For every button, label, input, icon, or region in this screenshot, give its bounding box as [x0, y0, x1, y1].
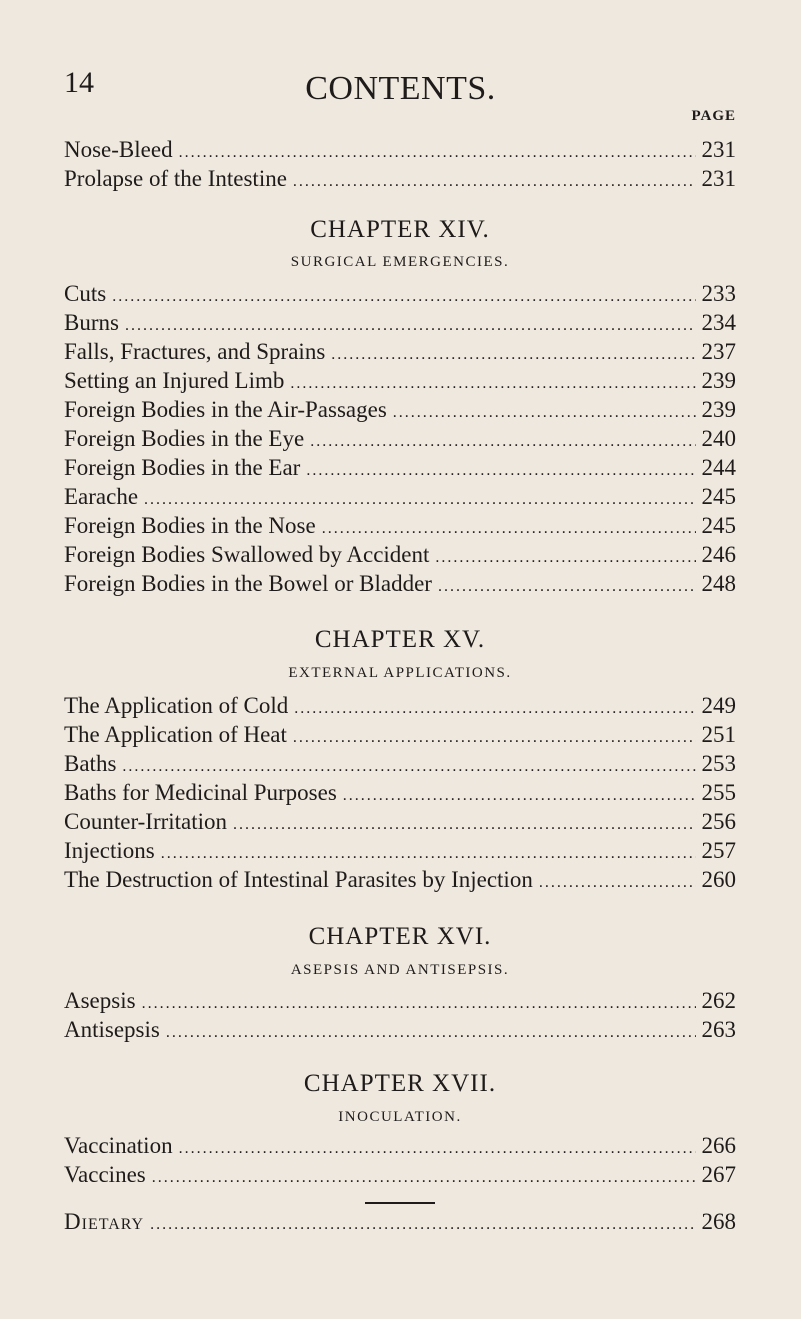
running-head: CONTENTS.: [305, 70, 496, 107]
entry-title: Foreign Bodies in the Eye: [64, 426, 305, 451]
entry-title: Prolapse of the Intestine: [64, 166, 287, 191]
entry-title: Earache: [64, 484, 139, 509]
chapter-subtitle: ASEPSIS AND ANTISEPSIS.: [290, 962, 510, 978]
entry-page: 246: [701, 542, 736, 567]
toc-entry: [64, 279, 736, 308]
toc-entry: [64, 482, 736, 511]
entry-title: The Destruction of Intestinal Parasites by Injection: [64, 867, 533, 892]
entry-page: 248: [701, 571, 736, 596]
dot-leader: [293, 723, 696, 752]
dot-leader: [435, 543, 695, 572]
entry-title: Foreign Bodies in the Ear: [64, 455, 301, 480]
entry-page: 245: [701, 484, 736, 509]
dot-leader: [290, 369, 695, 398]
toc-entry: [64, 720, 736, 749]
toc-entry: [64, 424, 736, 453]
entry-title: Dietary: [64, 1209, 145, 1234]
entry-page: 256: [701, 809, 736, 834]
chapter-heading: CHAPTER XVII.: [303, 1070, 497, 1097]
entry-page: 260: [701, 867, 736, 892]
entry-page: 267: [701, 1162, 736, 1187]
chapter-heading: CHAPTER XVI.: [308, 923, 492, 950]
chapter-subtitle: INOCULATION.: [338, 1109, 462, 1125]
dot-leader: [122, 752, 695, 781]
dot-leader: [179, 138, 696, 167]
entry-title: Burns: [64, 310, 119, 335]
entry-title: Nose-Bleed: [64, 137, 173, 162]
entry-title: Asepsis: [64, 988, 136, 1013]
chapter-subtitle: SURGICAL EMERGENCIES.: [290, 254, 510, 270]
entry-title: Setting an Injured Limb: [64, 368, 285, 393]
entry-page: 239: [701, 368, 736, 393]
toc-entry: [64, 135, 736, 164]
entry-page: 240: [701, 426, 736, 451]
entry-page: 263: [701, 1017, 736, 1042]
page-column-label: PAGE: [691, 108, 736, 124]
entry-title: Falls, Fractures, and Sprains: [64, 339, 326, 364]
chapter-heading: CHAPTER XV.: [314, 626, 486, 653]
entry-page: 257: [701, 838, 736, 863]
toc-entry: [64, 540, 736, 569]
toc-entry: [64, 337, 736, 366]
toc-entry: [64, 836, 736, 865]
entry-page: 266: [701, 1133, 736, 1158]
entry-title: The Application of Cold: [64, 693, 289, 718]
dot-leader: [293, 167, 696, 196]
dot-leader: [150, 1210, 695, 1239]
entry-page: 231: [701, 166, 736, 191]
chapter-subtitle: EXTERNAL APPLICATIONS.: [288, 665, 512, 681]
toc-entry: [64, 865, 736, 894]
entry-page: 244: [701, 455, 736, 480]
entry-title: Foreign Bodies in the Bowel or Bladder: [64, 571, 432, 596]
dot-leader: [331, 340, 695, 369]
entry-title: Baths: [64, 751, 117, 776]
toc-entry: [64, 1207, 736, 1236]
dot-leader: [166, 1018, 696, 1047]
dot-leader: [343, 781, 696, 810]
entry-title: Foreign Bodies in the Air-Passages: [64, 397, 387, 422]
entry-title: Vaccination: [64, 1133, 173, 1158]
entry-title: Cuts: [64, 281, 107, 306]
entry-page: 249: [701, 693, 736, 718]
entry-title: Injections: [64, 838, 155, 863]
entry-title: The Application of Heat: [64, 722, 287, 747]
entry-page: 268: [701, 1209, 736, 1234]
dot-leader: [112, 282, 695, 311]
entry-title: Baths for Medicinal Purposes: [64, 780, 337, 805]
table-of-contents: [64, 135, 736, 1236]
dot-leader: [322, 514, 696, 543]
page-number: 14: [64, 66, 94, 99]
entry-page: 239: [701, 397, 736, 422]
chapter-heading: CHAPTER XIV.: [310, 216, 490, 243]
entry-title: Vaccines: [64, 1162, 146, 1187]
toc-entry: [64, 366, 736, 395]
toc-entry: [64, 807, 736, 836]
dot-leader: [294, 694, 695, 723]
dot-leader: [142, 989, 696, 1018]
dot-leader: [438, 572, 696, 601]
toc-entry: [64, 749, 736, 778]
toc-entry: [64, 691, 736, 720]
entry-page: 253: [701, 751, 736, 776]
toc-entry: [64, 986, 736, 1015]
dot-leader: [152, 1163, 696, 1192]
entry-page: 234: [701, 310, 736, 335]
toc-entry: [64, 1160, 736, 1189]
dot-leader: [393, 398, 696, 427]
entry-page: 231: [701, 137, 736, 162]
toc-entry: [64, 778, 736, 807]
entry-page: 262: [701, 988, 736, 1013]
dot-leader: [144, 485, 695, 514]
entry-title: Foreign Bodies Swallowed by Accident: [64, 542, 430, 567]
entry-page: 237: [701, 339, 736, 364]
dot-leader: [161, 839, 696, 868]
dot-leader: [179, 1134, 696, 1163]
entry-page: 255: [701, 780, 736, 805]
toc-entry: [64, 164, 736, 193]
toc-entry: [64, 453, 736, 482]
dot-leader: [539, 868, 696, 897]
entry-title: Antisepsis: [64, 1017, 160, 1042]
entry-title: Foreign Bodies in the Nose: [64, 513, 316, 538]
dot-leader: [310, 427, 695, 456]
entry-title: Counter-Irritation: [64, 809, 228, 834]
entry-page: 233: [701, 281, 736, 306]
toc-entry: [64, 1015, 736, 1044]
dot-leader: [306, 456, 695, 485]
toc-entry: [64, 308, 736, 337]
toc-entry: [64, 511, 736, 540]
toc-entry: [64, 569, 736, 598]
toc-entry: [64, 1131, 736, 1160]
dot-leader: [125, 311, 696, 340]
entry-page: 251: [701, 722, 736, 747]
toc-entry: [64, 395, 736, 424]
dot-leader: [233, 810, 695, 839]
entry-page: 245: [701, 513, 736, 538]
